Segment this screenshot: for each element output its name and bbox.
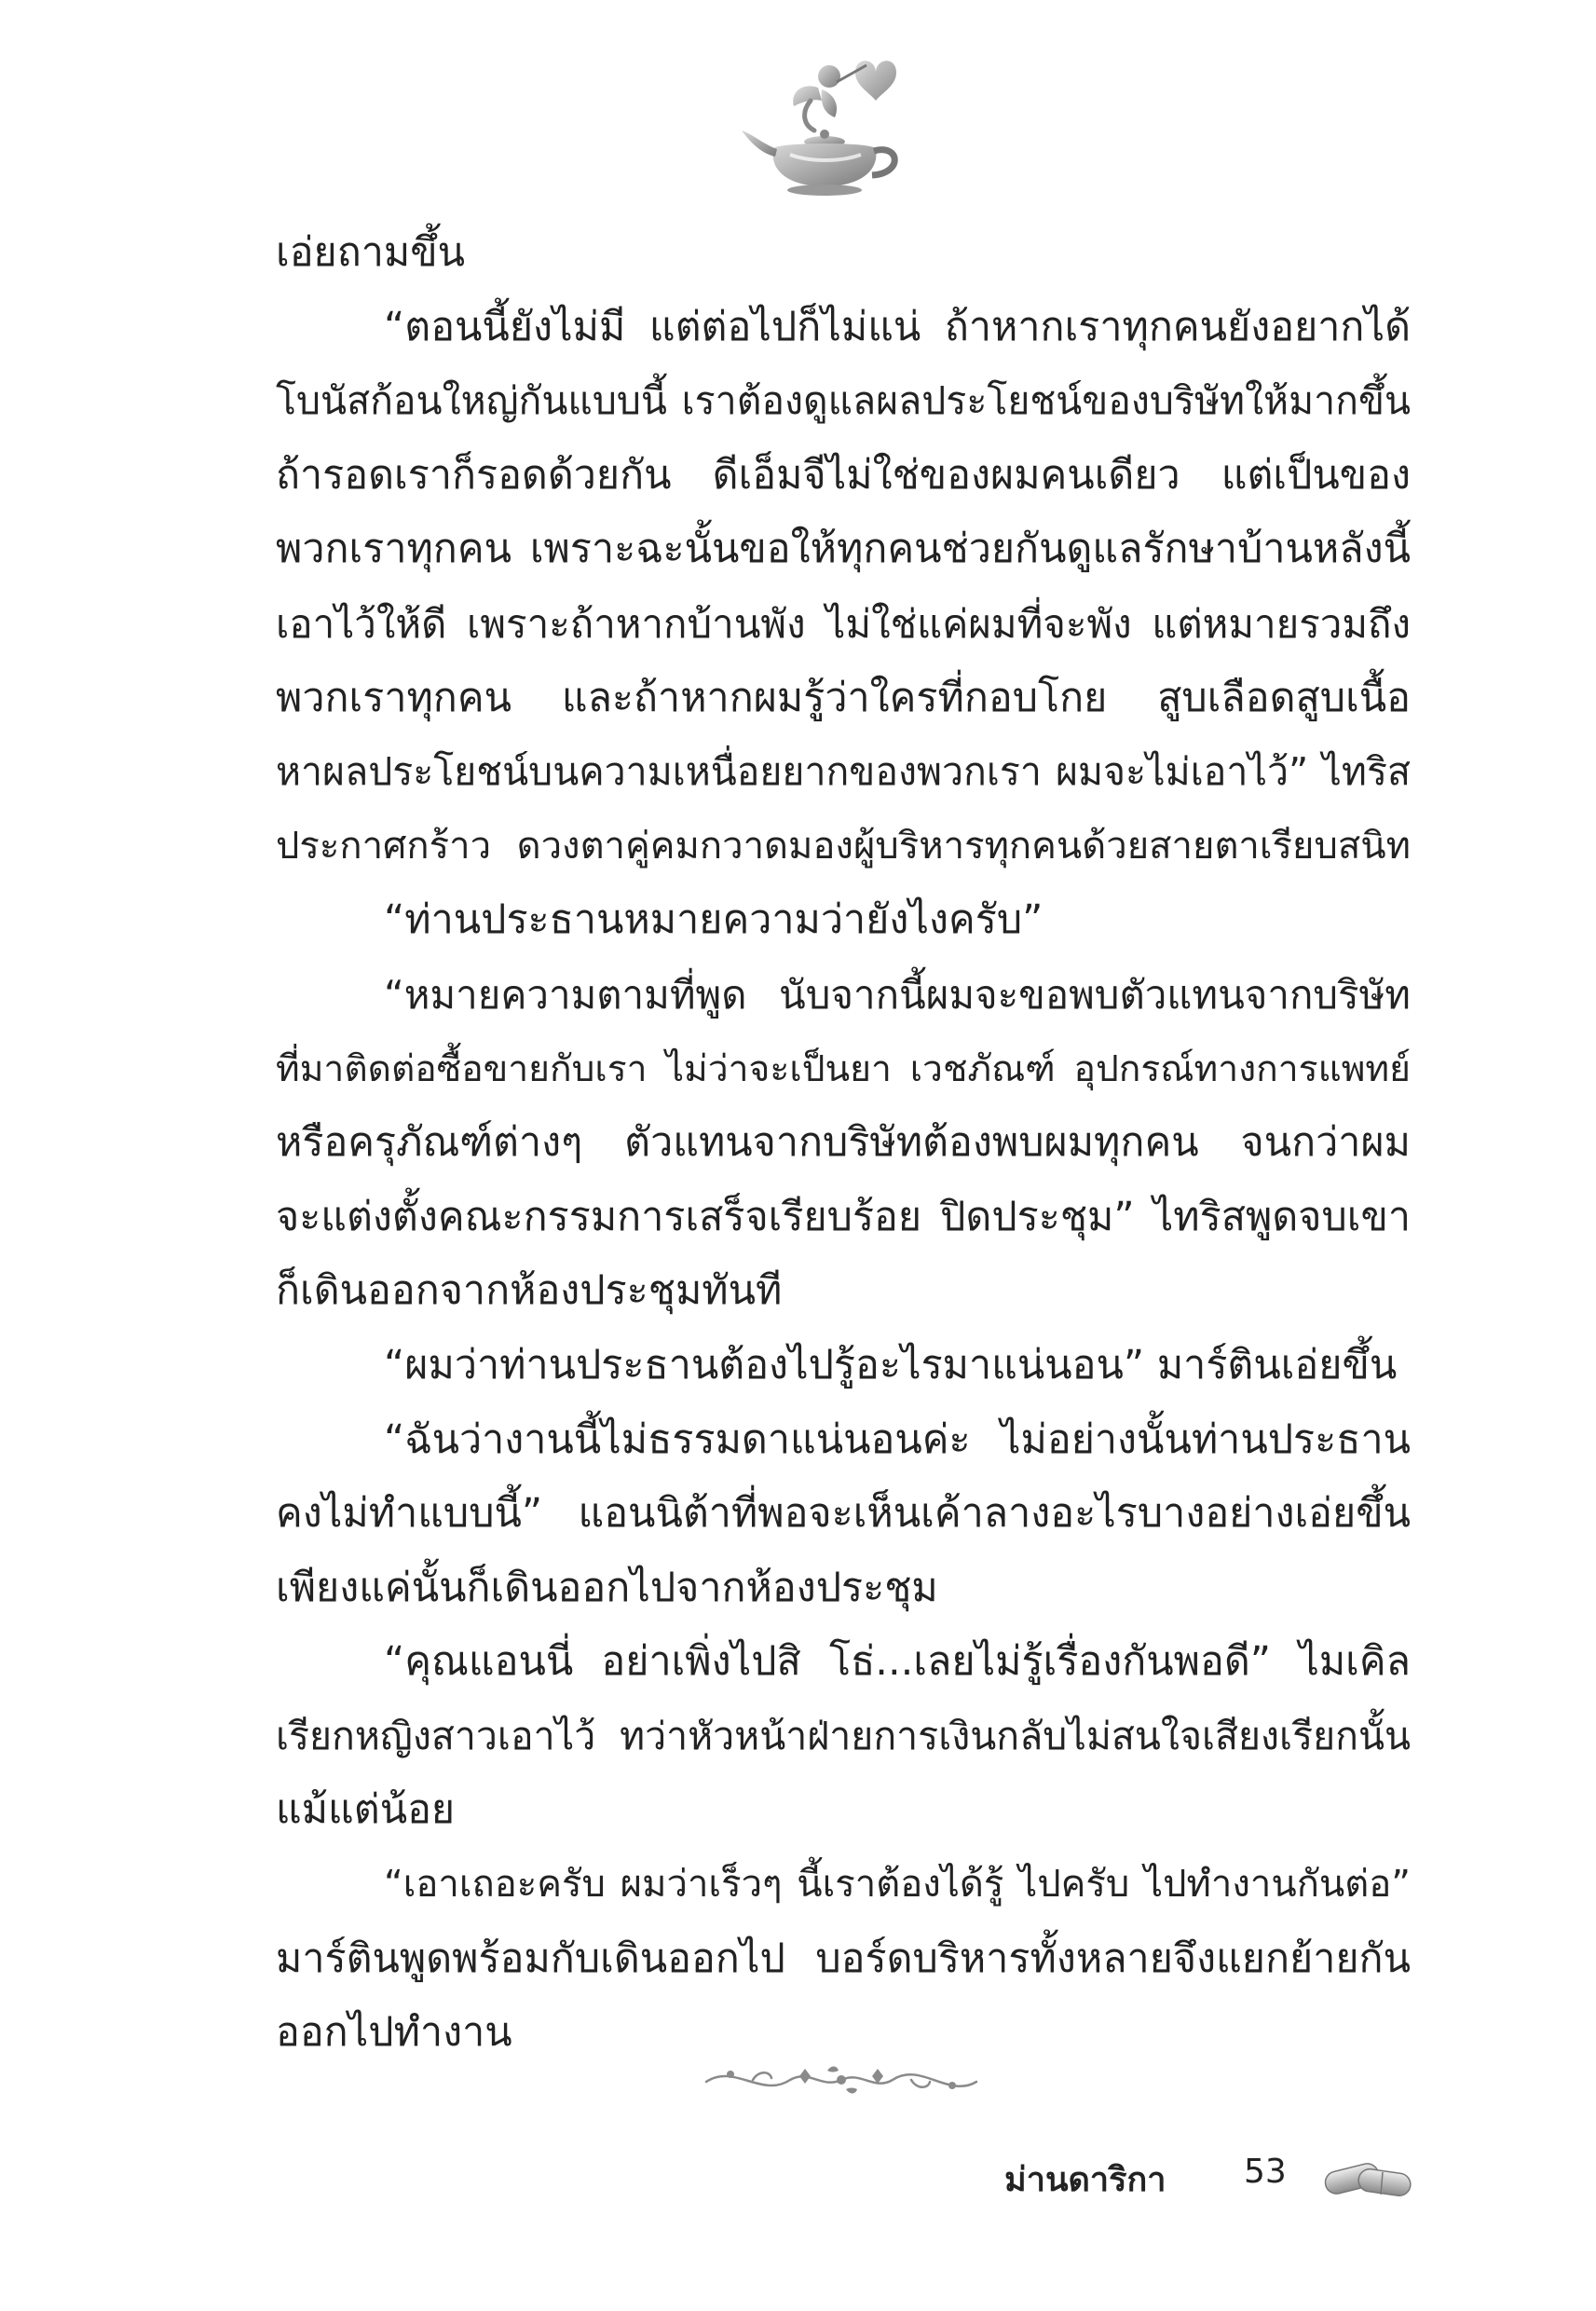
text-line: จะแต่งตั้งคณะกรรมการเสร็จเรียบร้อย ปิดประชุม” ไทริสพูดจบเขา [276,1193,1411,1240]
text-line: เอาไว้ให้ดี เพราะถ้าหากบ้านพัง ไม่ใช่แค่ผมที่จะพัง แต่หมายรวมถึง [276,600,1411,647]
text-line: หาผลประโยชน์บนความเหนื่อยยากของพวกเรา ผมจะไม่เอาไว้” ไทริส [276,749,1411,795]
text-line: เอ่ยถามขึ้น [276,229,466,276]
text-line: “ฉันว่างานนี้ไม่ธรรมดาแน่นอนค่ะ ไม่อย่างนั้นท่านประธาน [384,1415,1411,1463]
text-line: “คุณแอนนี่ อย่าเพิ่งไปสิ โธ่...เลยไม่รู้เรื่องกันพอดี” ไมเคิล [384,1638,1411,1686]
text-line: โบนัสก้อนใหญ่กันแบบนี้ เราต้องดูแลผลประโยชน์ของบริษัทให้มากขึ้น [276,378,1411,424]
text-line: เพียงแค่นั้นก็เดินออกไปจากห้องประชุม [276,1564,938,1611]
text-line: คงไม่ทำแบบนี้” แอนนิต้าที่พอจะเห็นเค้าลางอะไรบางอย่างเอ่ยขึ้น [276,1490,1411,1538]
text-line: เรียกหญิงสาวเอาไว้ ทว่าหัวหน้าฝ่ายการเงินกลับไม่สนใจเสียงเรียกนั้น [276,1713,1411,1758]
text-line: หรือครุภัณฑ์ต่างๆ ตัวแทนจากบริษัทต้องพบผมทุกคน จนกว่าผม [276,1119,1411,1167]
text-line: “ท่านประธานหมายความว่ายังไงครับ” [384,896,1044,944]
text-line: พวกเราทุกคน เพราะฉะนั้นขอให้ทุกคนช่วยกันดูแลรักษาบ้านหลังนี้ [276,526,1411,573]
book-title: ม่านดาริกา [1004,2161,1166,2199]
text-line: ออกไปทำงาน [276,2009,512,2057]
text-line: ที่มาติดต่อซื้อขายกับเรา ไม่ว่าจะเป็นยา เวชภัณฑ์ อุปกรณ์ทางการแพทย์ [276,1047,1411,1090]
teapot-cupid-ornament-icon [736,45,913,212]
text-line: ก็เดินออกจากห้องประชุมทันที [276,1267,783,1315]
text-line: “เอาเถอะครับ ผมว่าเร็วๆ นี้เราต้องได้รู้ ไปครับ ไปทำงานกันต่อ” [384,1863,1411,1907]
text-line: พวกเราทุกคน และถ้าหากผมรู้ว่าใครที่กอบโกย สูบเลือดสูบเนื้อ [276,674,1411,721]
text-line: “หมายความตามที่พูด นับจากนี้ผมจะขอพบตัวแทนจากบริษัท [384,971,1411,1018]
text-line: ประกาศกร้าว ดวงตาคู่คมกวาดมองผู้บริหารทุกคนด้วยสายตาเรียบสนิท [276,824,1411,868]
text-line: “ตอนนี้ยังไม่มี แต่ต่อไปก็ไม่แน่ ถ้าหากเราทุกคนยังอยากได้ [384,303,1411,350]
capsule-pills-icon [1321,2156,1414,2199]
text-line: แม้แต่น้อย [276,1786,456,1834]
text-line: “ผมว่าท่านประธานต้องไปรู้อะไรมาแน่นอน” มาร์ตินเอ่ยขึ้น [384,1341,1398,1388]
floral-scroll-divider-icon [697,2058,986,2102]
text-line: มาร์ตินพูดพร้อมกับเดินออกไป บอร์ดบริหารทั้งหลายจึงแยกย้ายกัน [276,1935,1411,1982]
text-line: ถ้ารอดเราก็รอดด้วยกัน ดีเอ็มจีไม่ใช่ของผมคนเดียว แต่เป็นของ [276,451,1411,499]
page-number: 53 [1244,2153,1287,2191]
body-text [276,216,1411,2071]
